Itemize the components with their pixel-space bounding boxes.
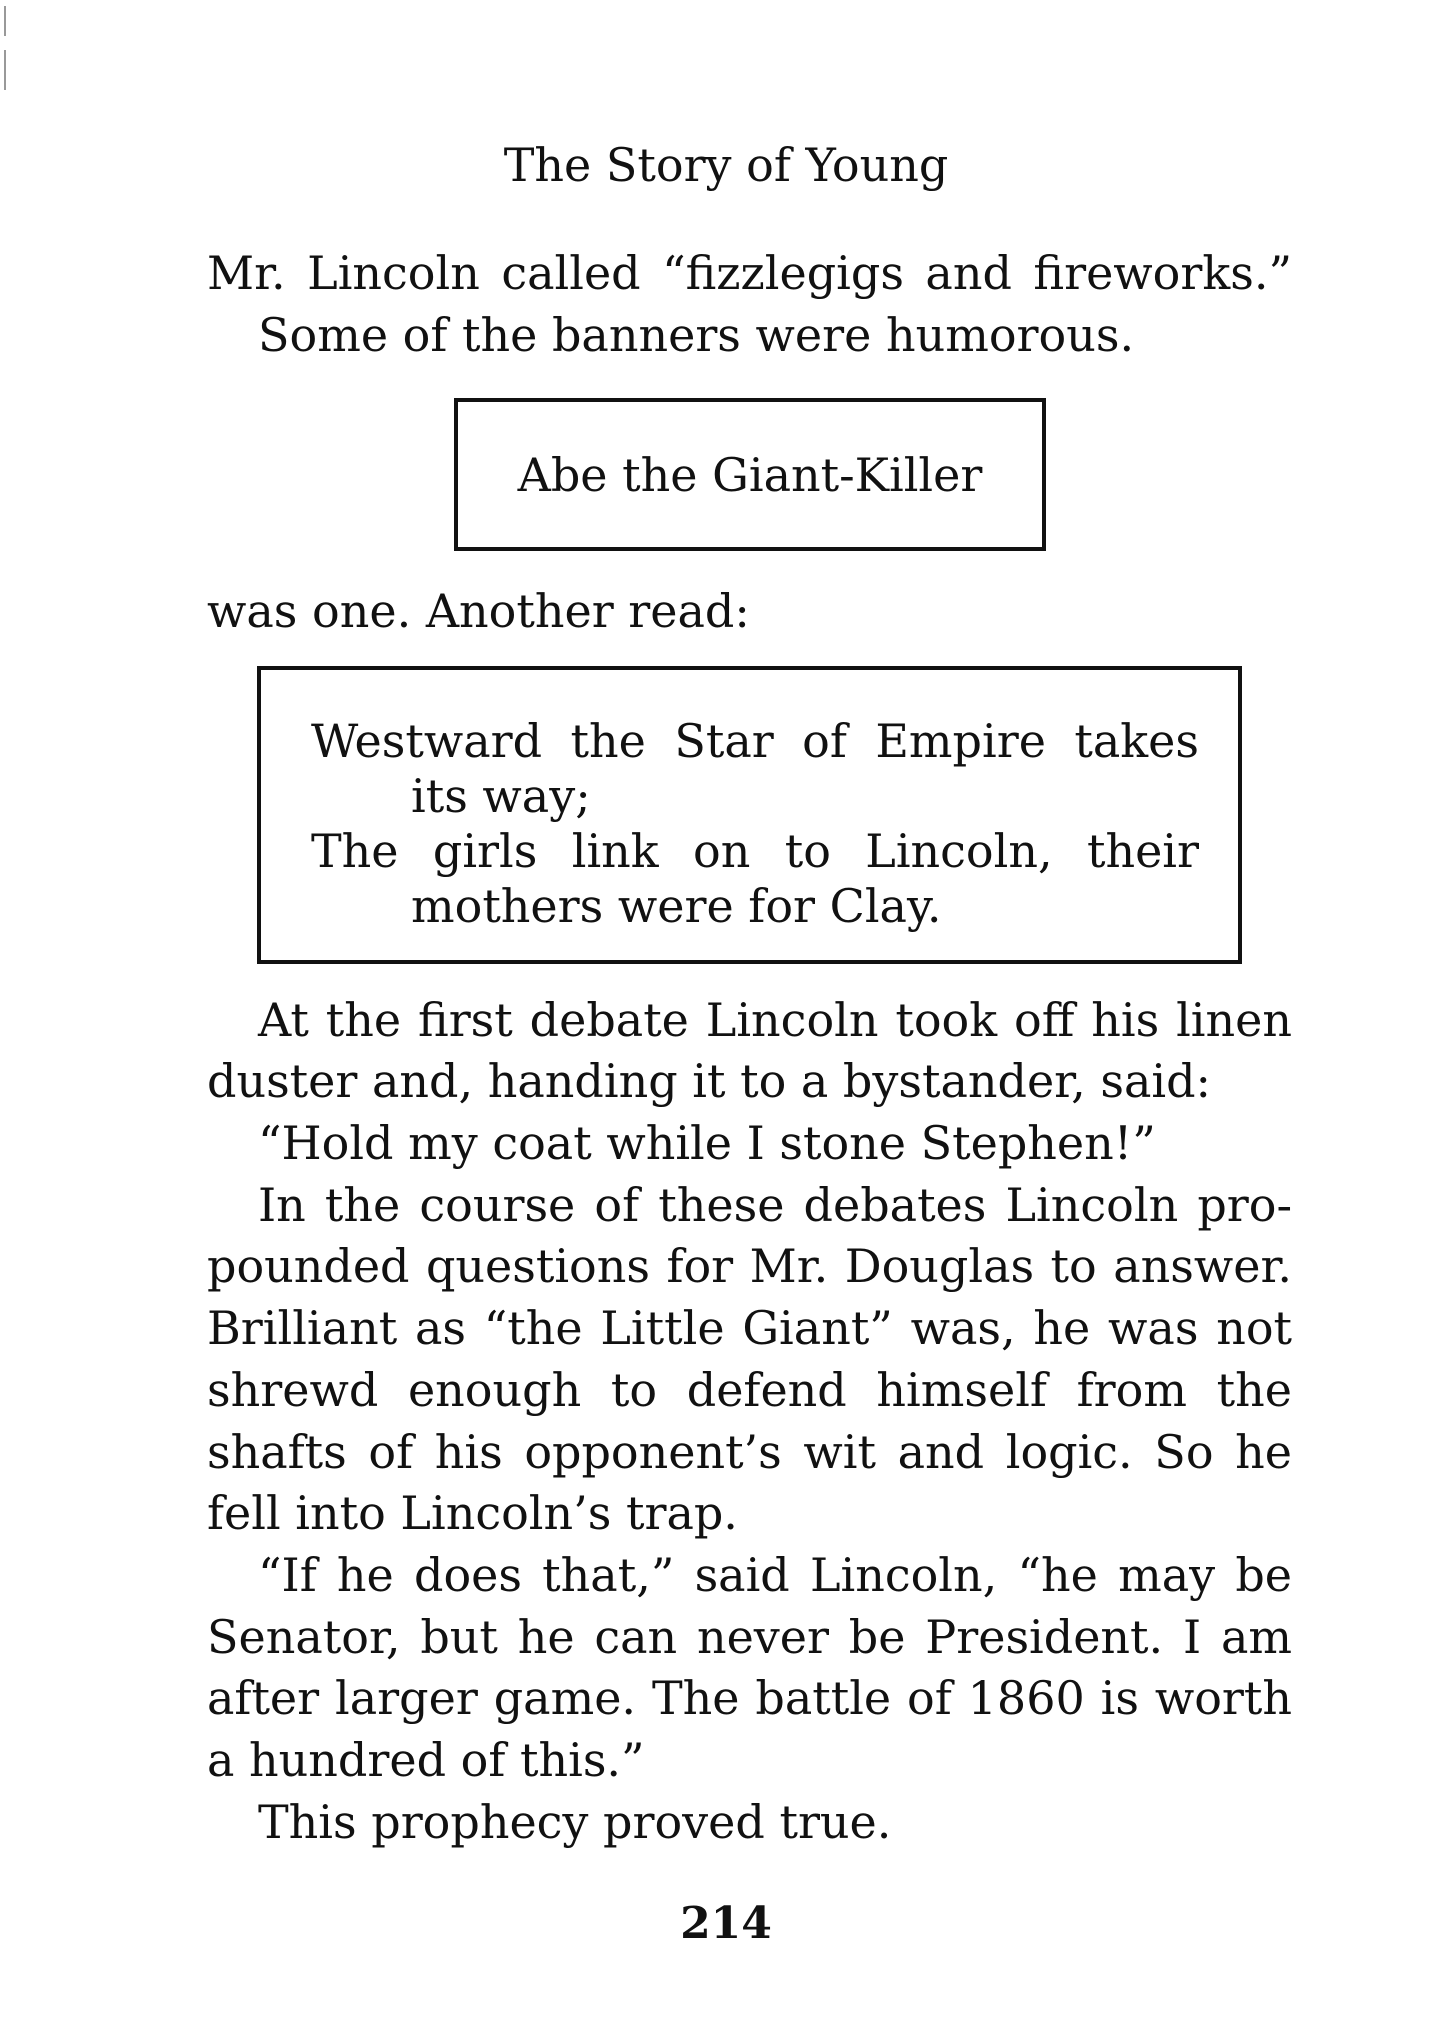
- body-line: “If he does that,” said Lincoln, “he may be: [258, 1548, 1292, 1602]
- body-line: shrewd enough to defend himself from the: [207, 1363, 1292, 1417]
- body-line: after larger game. The battle of 1860 is worth: [207, 1671, 1292, 1725]
- body-line: Some of the banners were humorous.: [258, 308, 1135, 362]
- banner-text: Westward the Star of Empire takes: [311, 714, 1199, 768]
- body-line: was one. Another read:: [207, 584, 750, 638]
- body-line: pounded questions for Mr. Douglas to answer.: [207, 1239, 1292, 1293]
- margin-mark: [4, 50, 6, 90]
- banner-text: mothers were for Clay.: [411, 879, 942, 933]
- body-line: Mr. Lincoln called “fizzlegigs and fireworks.”: [207, 246, 1292, 300]
- body-line: a hundred of this.”: [207, 1733, 645, 1787]
- body-line: fell into Lincoln’s trap.: [207, 1486, 738, 1540]
- body-line: “Hold my coat while I stone Stephen!”: [258, 1116, 1156, 1170]
- body-line: At the first debate Lincoln took off his linen: [258, 993, 1292, 1047]
- banner-text: Abe the Giant-Killer: [517, 448, 983, 502]
- running-header: The Story of Young: [503, 138, 949, 192]
- banner-text: its way;: [411, 769, 591, 823]
- body-line: duster and, handing it to a bystander, said:: [207, 1054, 1212, 1108]
- banner-box: [257, 666, 1242, 964]
- page-number: 214: [680, 1898, 772, 1949]
- body-line: shafts of his opponent’s wit and logic. So he: [207, 1425, 1292, 1479]
- body-line: In the course of these debates Lincoln pro-: [258, 1178, 1292, 1232]
- body-line: This prophecy proved true.: [258, 1795, 892, 1849]
- banner-text: The girls link on to Lincoln, their: [311, 824, 1199, 878]
- margin-mark: [4, 6, 6, 36]
- body-line: Brilliant as “the Little Giant” was, he was not: [207, 1301, 1292, 1355]
- banner-box: [454, 398, 1046, 551]
- body-line: Senator, but he can never be President. I am: [207, 1610, 1292, 1664]
